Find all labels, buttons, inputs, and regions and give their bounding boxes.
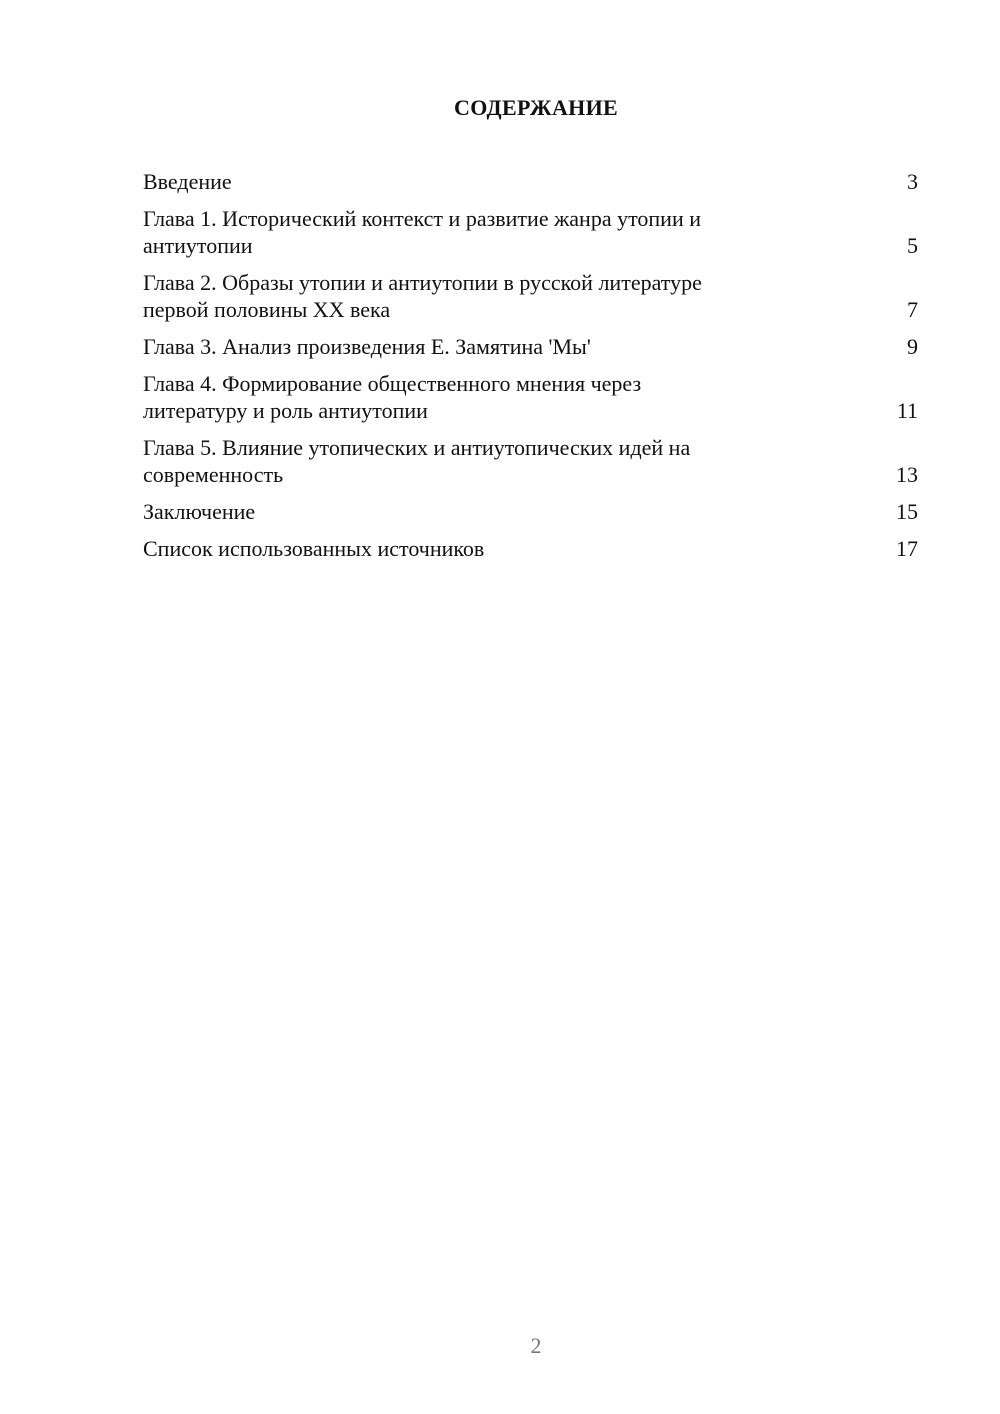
toc-entry-conclusion[interactable] (143, 498, 918, 525)
toc-entry-label: Заключение (143, 499, 256, 524)
toc-entry-label: Введение (143, 169, 232, 194)
toc-entry-label: Глава 5. Влияние утопических и антиутопических идей на современность (143, 435, 691, 487)
toc-entry-chapter-5[interactable] (143, 434, 918, 488)
toc-entry-chapter-1[interactable] (143, 205, 918, 259)
toc-entry-page: 7 (907, 297, 918, 322)
toc-entry-label: Список использованных источников (143, 536, 485, 561)
toc-entry-introduction[interactable] (143, 168, 918, 195)
toc-title: СОДЕРЖАНИЕ (454, 95, 618, 120)
toc-entry-references[interactable] (143, 535, 918, 562)
toc-entry-page: 17 (896, 536, 918, 561)
toc-entry-page: 5 (907, 233, 918, 258)
toc-entry-label: Глава 1. Исторический контекст и развитие жанра утопии и антиутопии (143, 206, 702, 258)
table-of-contents (143, 168, 918, 572)
toc-entry-label: Глава 4. Формирование общественного мнения через литературу и роль антиутопии (143, 371, 642, 423)
toc-entry-page: 11 (896, 398, 918, 423)
toc-entry-page: 3 (907, 169, 918, 194)
toc-entry-label: Глава 3. Анализ произведения Е. Замятина 'Мы' (143, 334, 591, 359)
page-number: 2 (530, 1333, 542, 1358)
toc-entry-label: Глава 2. Образы утопии и антиутопии в русской литературе первой половины XX века (143, 270, 702, 322)
toc-entry-chapter-2[interactable] (143, 269, 918, 323)
toc-entry-page: 9 (907, 334, 918, 359)
toc-entry-page: 15 (896, 499, 918, 524)
toc-entry-chapter-4[interactable] (143, 370, 918, 424)
toc-entry-chapter-3[interactable] (143, 333, 918, 360)
toc-entry-page: 13 (896, 462, 918, 487)
